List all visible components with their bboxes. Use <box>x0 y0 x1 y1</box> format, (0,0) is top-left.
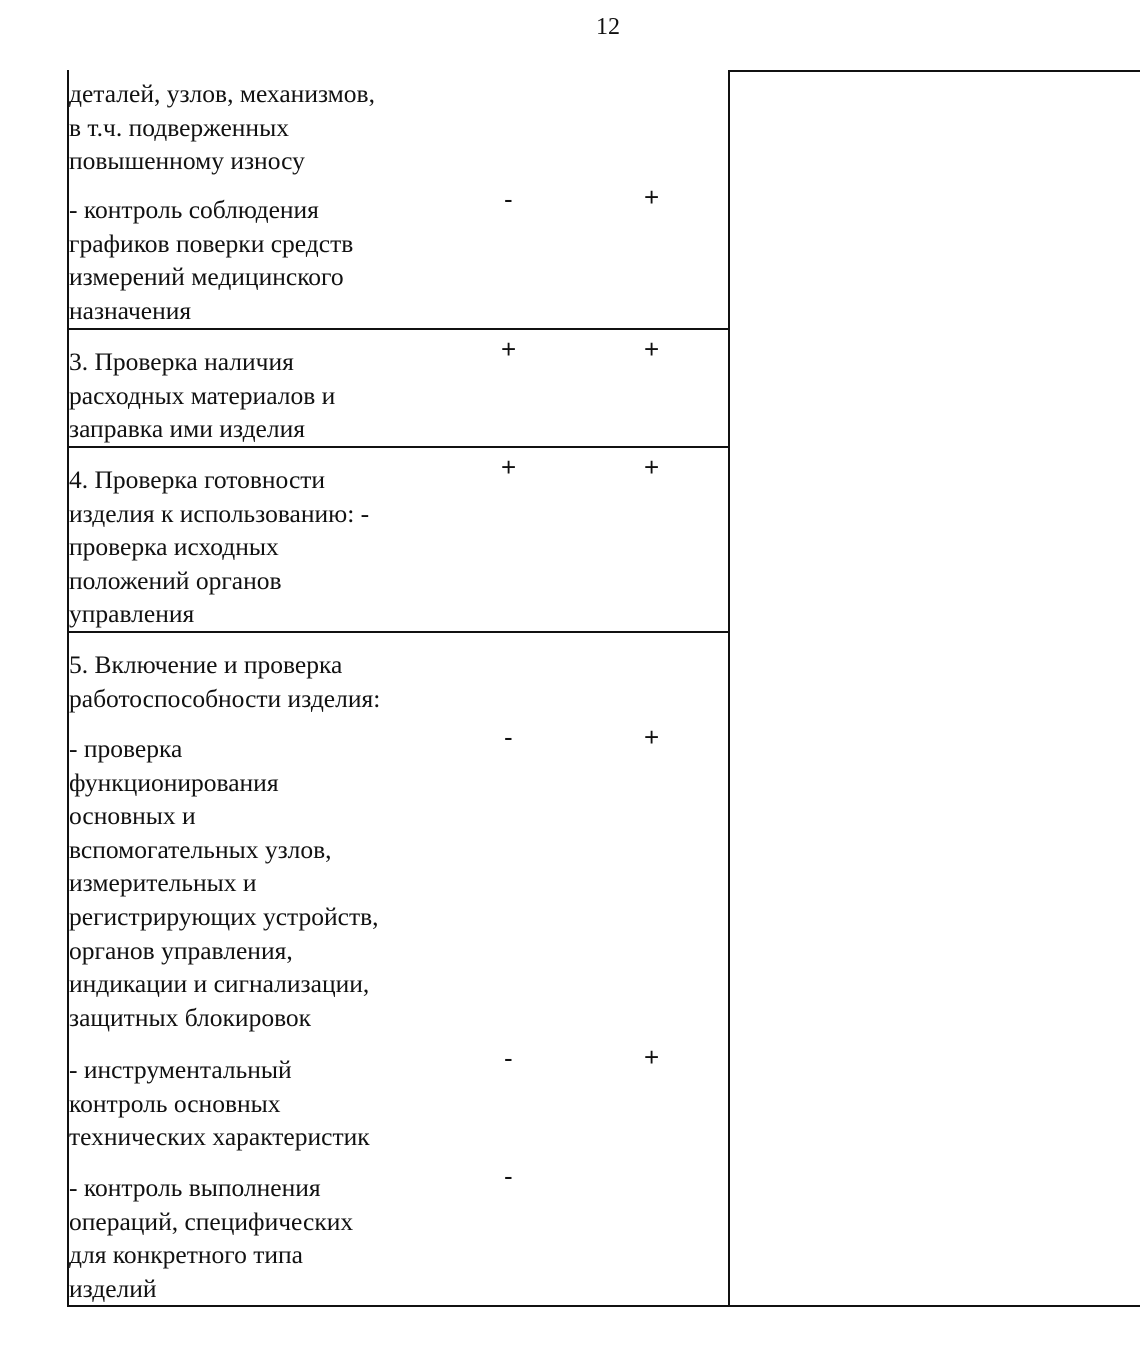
mark-col2: + <box>644 722 660 752</box>
mark-col1: - <box>504 184 513 214</box>
table-middle-border <box>728 70 730 1307</box>
row-text: 4. Проверка готовности изделия к использованию: - проверка исходных положений органов управления <box>69 465 370 629</box>
table-top-border <box>729 70 1140 72</box>
row-text: - контроль выполнения операций, специфических для конкретного типа изделий <box>69 1173 354 1303</box>
mark-col1: - <box>504 722 513 752</box>
mark-col1: - <box>504 1043 513 1073</box>
mark-col1: - <box>504 1161 513 1191</box>
row-divider <box>67 328 730 330</box>
mark-col1: + <box>501 334 517 364</box>
mark-col2: + <box>644 182 660 212</box>
row-text: деталей, узлов, механизмов, в т.ч. подверженных повышенному износу <box>69 79 375 176</box>
mark-col2: + <box>644 334 660 364</box>
row-text: - проверка функционирования основных и вспомогательных узлов, измерительных и регистрирующих устройств, органов управления, индикации и сигнализации, защитных блокировок <box>69 734 379 1032</box>
mark-col2: + <box>644 1042 660 1072</box>
row-text: 5. Включение и проверка работоспособности изделия: <box>69 650 381 713</box>
row-text: - контроль соблюдения графиков поверки средств измерений медицинского назначения <box>69 195 354 325</box>
page-number: 12 <box>596 14 620 40</box>
row-divider <box>67 446 730 448</box>
row-text: 3. Проверка наличия расходных материалов и заправка ими изделия <box>69 347 336 444</box>
row-text: - инструментальный контроль основных технических характеристик <box>69 1055 370 1152</box>
row-divider <box>67 631 730 633</box>
mark-col2: + <box>644 452 660 482</box>
mark-col1: + <box>501 452 517 482</box>
